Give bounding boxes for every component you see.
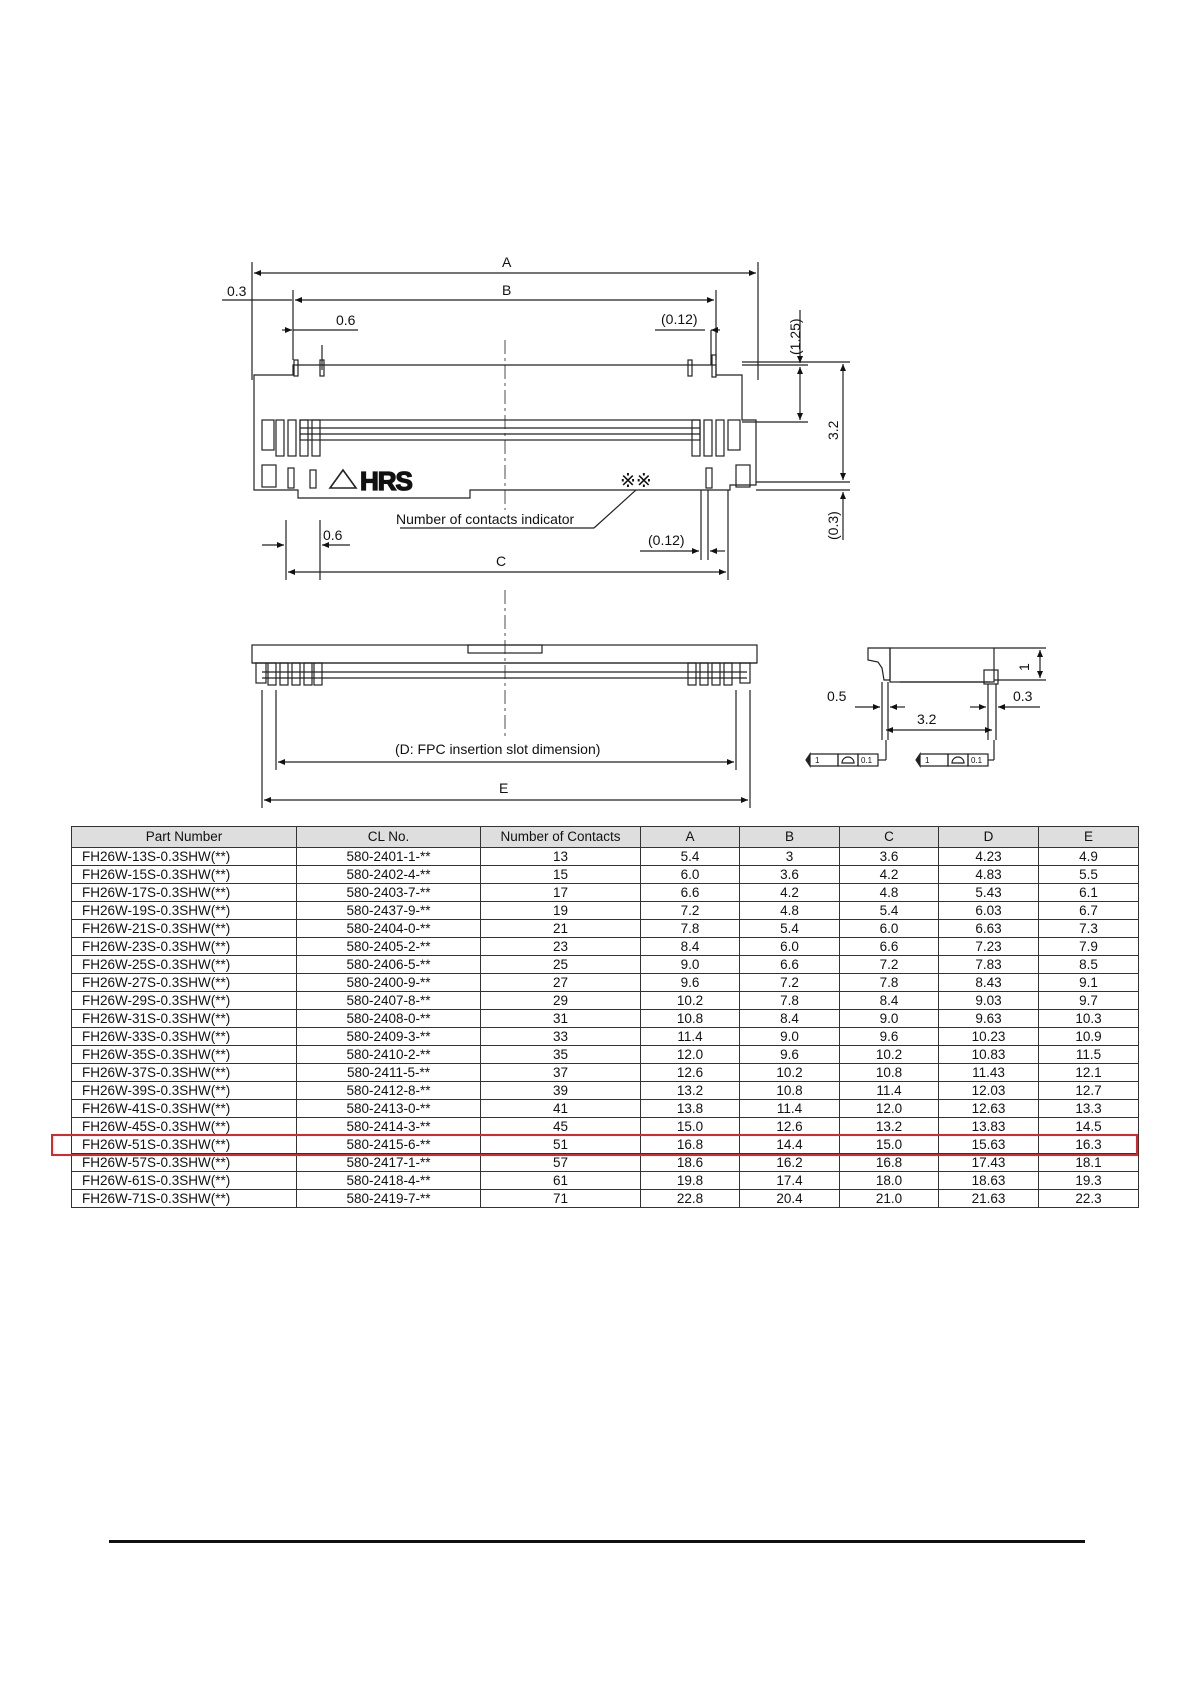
cell-contacts: 35 [481,1046,641,1064]
cell-b: 16.2 [740,1154,840,1172]
cell-contacts: 13 [481,848,641,866]
table-row [72,974,1139,992]
cell-part-number: FH26W-41S-0.3SHW(**) [72,1100,297,1118]
cell-part-number: FH26W-39S-0.3SHW(**) [72,1082,297,1100]
header-c: C [840,827,939,848]
cell-part-number: FH26W-29S-0.3SHW(**) [72,992,297,1010]
cell-b: 14.4 [740,1136,840,1154]
cell-c: 4.2 [840,866,939,884]
cell-e: 9.7 [1039,992,1139,1010]
cell-a: 13.8 [641,1100,740,1118]
cell-c: 18.0 [840,1172,939,1190]
cell-cl-no: 580-2407-8-** [297,992,481,1010]
cell-b: 11.4 [740,1100,840,1118]
table-row [72,848,1139,866]
cell-contacts: 51 [481,1136,641,1154]
cell-d: 10.23 [939,1028,1039,1046]
top-view [222,262,850,580]
cell-part-number: FH26W-15S-0.3SHW(**) [72,866,297,884]
cell-cl-no: 580-2400-9-** [297,974,481,992]
contacts-indicator-label: Number of contacts indicator [396,511,575,527]
cell-contacts: 23 [481,938,641,956]
cell-c: 6.6 [840,938,939,956]
cell-c: 15.0 [840,1136,939,1154]
cell-c: 3.6 [840,848,939,866]
cell-b: 10.8 [740,1082,840,1100]
cell-e: 7.3 [1039,920,1139,938]
cell-c: 7.8 [840,974,939,992]
dim-side-1-label: 1 [1016,663,1032,671]
cell-e: 11.5 [1039,1046,1139,1064]
cell-d: 21.63 [939,1190,1039,1208]
dim-b-label: B [502,282,512,298]
cell-c: 10.8 [840,1064,939,1082]
cell-a: 6.6 [641,884,740,902]
cell-b: 7.8 [740,992,840,1010]
dim-0-6-bottom-label: 0.6 [323,527,343,543]
cell-a: 12.0 [641,1046,740,1064]
cell-d: 13.83 [939,1118,1039,1136]
cell-d: 4.83 [939,866,1039,884]
cell-c: 4.8 [840,884,939,902]
cell-c: 6.0 [840,920,939,938]
cell-d: 18.63 [939,1172,1039,1190]
cell-part-number: FH26W-61S-0.3SHW(**) [72,1172,297,1190]
cell-e: 7.9 [1039,938,1139,956]
cell-part-number: FH26W-13S-0.3SHW(**) [72,848,297,866]
cell-e: 13.3 [1039,1100,1139,1118]
cell-d: 8.43 [939,974,1039,992]
cell-e: 14.5 [1039,1118,1139,1136]
table-row [72,920,1139,938]
cell-contacts: 45 [481,1118,641,1136]
header-a: A [641,827,740,848]
cell-a: 7.2 [641,902,740,920]
cell-e: 10.9 [1039,1028,1139,1046]
table-row [72,1082,1139,1100]
cell-part-number: FH26W-21S-0.3SHW(**) [72,920,297,938]
table-row [72,1046,1139,1064]
cell-a: 5.4 [641,848,740,866]
cell-e: 16.3 [1039,1136,1139,1154]
cell-cl-no: 580-2419-7-** [297,1190,481,1208]
cell-a: 16.8 [641,1136,740,1154]
cell-a: 18.6 [641,1154,740,1172]
cell-c: 8.4 [840,992,939,1010]
cell-cl-no: 580-2401-1-** [297,848,481,866]
cell-d: 15.63 [939,1136,1039,1154]
connector-drawing [0,0,1191,830]
cell-part-number: FH26W-19S-0.3SHW(**) [72,902,297,920]
table-row [72,1064,1139,1082]
table-row [72,1190,1139,1208]
cell-b: 10.2 [740,1064,840,1082]
cell-a: 22.8 [641,1190,740,1208]
cell-b: 8.4 [740,1010,840,1028]
dim-0-12-top-label: (0.12) [661,311,698,327]
cell-e: 6.1 [1039,884,1139,902]
cell-b: 17.4 [740,1172,840,1190]
cell-contacts: 19 [481,902,641,920]
cell-e: 19.3 [1039,1172,1139,1190]
table-row [72,1154,1139,1172]
table-row [72,902,1139,920]
cell-cl-no: 580-2406-5-** [297,956,481,974]
dim-3-2-label: 3.2 [825,420,841,440]
cell-cl-no: 580-2404-0-** [297,920,481,938]
cell-b: 4.8 [740,902,840,920]
cell-contacts: 57 [481,1154,641,1172]
cell-cl-no: 580-2402-4-** [297,866,481,884]
table-row [72,992,1139,1010]
cell-cl-no: 580-2405-2-** [297,938,481,956]
cell-contacts: 37 [481,1064,641,1082]
cell-part-number: FH26W-23S-0.3SHW(**) [72,938,297,956]
cell-contacts: 17 [481,884,641,902]
flatness-tolerance-2: 0.1 [971,756,983,765]
cell-a: 11.4 [641,1028,740,1046]
cell-d: 6.63 [939,920,1039,938]
cell-cl-no: 580-2403-7-** [297,884,481,902]
cell-d: 9.63 [939,1010,1039,1028]
cell-b: 3 [740,848,840,866]
cell-part-number: FH26W-27S-0.3SHW(**) [72,974,297,992]
dim-0-12-bottom-label: (0.12) [648,532,685,548]
cell-part-number: FH26W-37S-0.3SHW(**) [72,1064,297,1082]
cell-a: 9.0 [641,956,740,974]
cell-a: 7.8 [641,920,740,938]
table-row [72,1028,1139,1046]
cell-part-number: FH26W-33S-0.3SHW(**) [72,1028,297,1046]
cell-cl-no: 580-2417-1-** [297,1154,481,1172]
cell-part-number: FH26W-71S-0.3SHW(**) [72,1190,297,1208]
cell-c: 12.0 [840,1100,939,1118]
cell-contacts: 31 [481,1010,641,1028]
table-row [72,1118,1139,1136]
cell-c: 7.2 [840,956,939,974]
cell-d: 9.03 [939,992,1039,1010]
cell-contacts: 33 [481,1028,641,1046]
dim-0-6-top-label: 0.6 [336,312,356,328]
cell-contacts: 71 [481,1190,641,1208]
cell-cl-no: 580-2411-5-** [297,1064,481,1082]
cell-contacts: 61 [481,1172,641,1190]
cell-e: 6.7 [1039,902,1139,920]
cell-c: 11.4 [840,1082,939,1100]
cell-contacts: 15 [481,866,641,884]
cell-c: 16.8 [840,1154,939,1172]
cell-d: 6.03 [939,902,1039,920]
header-number-of-contacts: Number of Contacts [481,827,641,848]
cell-b: 6.6 [740,956,840,974]
cell-a: 12.6 [641,1064,740,1082]
table-row [72,1136,1139,1154]
cell-a: 15.0 [641,1118,740,1136]
cell-b: 3.6 [740,866,840,884]
cell-e: 9.1 [1039,974,1139,992]
cell-c: 5.4 [840,902,939,920]
cell-e: 12.1 [1039,1064,1139,1082]
cell-e: 22.3 [1039,1190,1139,1208]
dim-side-3-2-label: 3.2 [917,711,937,727]
cell-cl-no: 580-2412-8-** [297,1082,481,1100]
cell-c: 13.2 [840,1118,939,1136]
header-part-number: Part Number [72,827,297,848]
dim-d-label: (D: FPC insertion slot dimension) [395,741,601,757]
cell-contacts: 29 [481,992,641,1010]
dim-0-3-paren-label: (0.3) [825,511,841,540]
cell-contacts: 25 [481,956,641,974]
cell-b: 4.2 [740,884,840,902]
dim-e-label: E [499,780,509,796]
cell-d: 5.43 [939,884,1039,902]
footer-rule [109,1540,1085,1543]
cell-contacts: 39 [481,1082,641,1100]
cell-a: 9.6 [641,974,740,992]
cell-a: 6.0 [641,866,740,884]
dim-a-label: A [502,254,512,270]
cell-d: 17.43 [939,1154,1039,1172]
cell-cl-no: 580-2437-9-** [297,902,481,920]
cell-part-number: FH26W-57S-0.3SHW(**) [72,1154,297,1172]
table-row [72,866,1139,884]
dim-side-0-5-label: 0.5 [827,688,847,704]
cell-d: 11.43 [939,1064,1039,1082]
cell-cl-no: 580-2410-2-** [297,1046,481,1064]
dimension-table [71,826,1139,1208]
cell-part-number: FH26W-35S-0.3SHW(**) [72,1046,297,1064]
front-view [252,590,757,808]
cell-e: 12.7 [1039,1082,1139,1100]
cell-part-number: FH26W-25S-0.3SHW(**) [72,956,297,974]
cell-contacts: 27 [481,974,641,992]
table-row [72,938,1139,956]
cell-c: 10.2 [840,1046,939,1064]
header-cl-no: CL No. [297,827,481,848]
cell-cl-no: 580-2408-0-** [297,1010,481,1028]
cell-a: 13.2 [641,1082,740,1100]
dim-1-25-label: (1.25) [787,318,803,355]
cell-d: 12.63 [939,1100,1039,1118]
cell-b: 5.4 [740,920,840,938]
cell-contacts: 21 [481,920,641,938]
logo-triangle [330,470,356,488]
cell-cl-no: 580-2409-3-** [297,1028,481,1046]
cell-cl-no: 580-2415-6-** [297,1136,481,1154]
cell-e: 18.1 [1039,1154,1139,1172]
cell-c: 9.0 [840,1010,939,1028]
cell-d: 7.83 [939,956,1039,974]
cell-part-number: FH26W-51S-0.3SHW(**) [72,1136,297,1154]
header-e: E [1039,827,1139,848]
cell-part-number: FH26W-31S-0.3SHW(**) [72,1010,297,1028]
cell-d: 7.23 [939,938,1039,956]
datum-label-1: 1 [815,756,820,765]
cell-e: 4.9 [1039,848,1139,866]
cell-d: 4.23 [939,848,1039,866]
table-header-row [72,827,1139,848]
flatness-tolerance-1: 0.1 [861,756,873,765]
cell-c: 9.6 [840,1028,939,1046]
table-row [72,1010,1139,1028]
cell-a: 10.8 [641,1010,740,1028]
table-row [72,884,1139,902]
dim-side-0-3-label: 0.3 [1013,688,1033,704]
table-body [72,848,1139,1208]
cell-c: 21.0 [840,1190,939,1208]
cell-e: 8.5 [1039,956,1139,974]
cell-cl-no: 580-2414-3-** [297,1118,481,1136]
cell-contacts: 41 [481,1100,641,1118]
cell-a: 10.2 [641,992,740,1010]
cell-d: 12.03 [939,1082,1039,1100]
datum-label-2: 1 [925,756,930,765]
cell-b: 7.2 [740,974,840,992]
hrs-logo: HRS [360,466,412,496]
cell-cl-no: 580-2418-4-** [297,1172,481,1190]
cell-a: 8.4 [641,938,740,956]
cell-b: 12.6 [740,1118,840,1136]
cell-b: 6.0 [740,938,840,956]
header-b: B [740,827,840,848]
table-row [72,1172,1139,1190]
dim-0-3-label: 0.3 [227,283,247,299]
cell-part-number: FH26W-45S-0.3SHW(**) [72,1118,297,1136]
cell-e: 10.3 [1039,1010,1139,1028]
cell-b: 9.6 [740,1046,840,1064]
cell-b: 20.4 [740,1190,840,1208]
table-row [72,956,1139,974]
cell-part-number: FH26W-17S-0.3SHW(**) [72,884,297,902]
table-row [72,1100,1139,1118]
side-view [806,648,1046,766]
cell-d: 10.83 [939,1046,1039,1064]
cell-cl-no: 580-2413-0-** [297,1100,481,1118]
side-profile [868,648,890,680]
asterisk-marks: ※※ [620,471,652,492]
cell-a: 19.8 [641,1172,740,1190]
cell-b: 9.0 [740,1028,840,1046]
dim-c-label: C [496,553,507,569]
cell-e: 5.5 [1039,866,1139,884]
header-d: D [939,827,1039,848]
